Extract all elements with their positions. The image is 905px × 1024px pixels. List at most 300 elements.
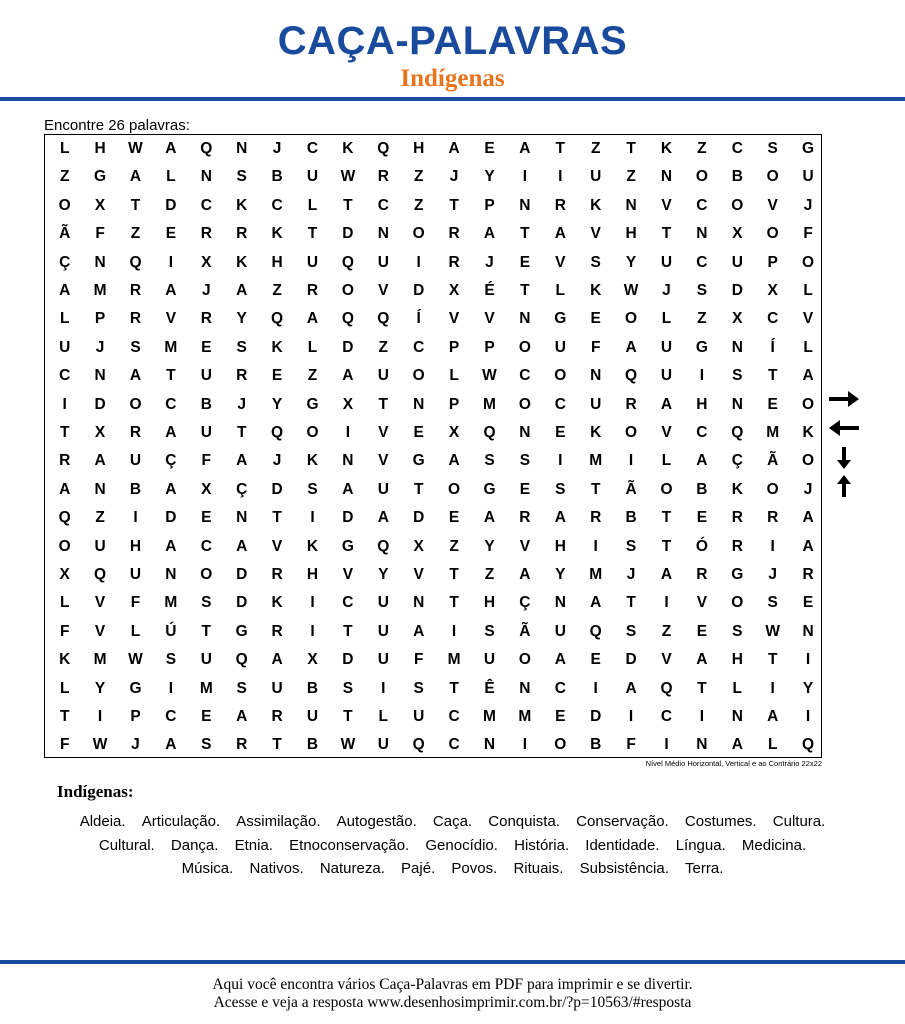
grid-letter: C — [200, 196, 212, 214]
grid-letter: H — [413, 140, 425, 157]
grid-letter: Q — [731, 424, 744, 441]
grid-letter: B — [696, 480, 708, 498]
grid-letter: Z — [95, 509, 105, 527]
grid-letter: Y — [236, 310, 247, 328]
grid-letter: A — [802, 537, 814, 555]
grid-letter: L — [59, 594, 70, 612]
grid-letter: S — [201, 594, 212, 612]
level-note: Nível Médio Horizontal, Vertical e ao Contrário 22x22 — [645, 759, 822, 768]
grid-letter: S — [590, 253, 601, 271]
grid-letter: Z — [484, 566, 495, 583]
grid-letter: A — [413, 622, 425, 640]
grid-letter: T — [166, 367, 176, 385]
grid-letter: O — [766, 168, 779, 186]
grid-letter: C — [767, 310, 779, 328]
grid-letter: G — [341, 537, 354, 555]
grid-letter: O — [802, 253, 815, 271]
grid-letter: K — [271, 338, 283, 356]
grid-letter: A — [554, 509, 566, 527]
grid-letter: A — [342, 480, 354, 498]
grid-letter: U — [129, 452, 142, 470]
grid-letter: T — [236, 424, 247, 441]
grid-letter: E — [590, 651, 601, 669]
grid-letter: E — [448, 509, 460, 527]
grid-letter: W — [340, 168, 356, 186]
word-list-item: Identidade. — [585, 836, 660, 854]
grid-letter: A — [165, 480, 177, 498]
grid-letter: K — [236, 196, 248, 214]
word-list-item: Autogestão. — [336, 813, 417, 830]
grid-letter: O — [412, 225, 425, 243]
grid-letter: Y — [271, 395, 283, 413]
grid-letter: T — [307, 225, 318, 243]
grid-letter: N — [342, 452, 354, 470]
grid-letter: N — [94, 253, 106, 271]
grid-letter: F — [201, 452, 212, 470]
grid-letter: A — [165, 424, 177, 441]
grid-letter: H — [129, 537, 142, 555]
grid-letter: W — [128, 140, 143, 157]
grid-letter: N — [519, 310, 531, 328]
grid-letter: D — [94, 395, 106, 413]
grid-letter: B — [129, 480, 142, 498]
grid-letter: L — [555, 282, 566, 299]
grid-letter: I — [770, 679, 775, 697]
grid-row — [45, 220, 821, 248]
grid-row — [45, 419, 821, 447]
grid-letter: M — [199, 679, 213, 697]
grid-letter: O — [802, 452, 815, 470]
grid-letter: E — [555, 708, 566, 725]
grid-letter: U — [377, 736, 389, 754]
grid-letter: A — [696, 651, 708, 669]
grid-letter: U — [554, 622, 566, 640]
word-list-item: Nativos. — [249, 860, 304, 877]
grid-letter: E — [271, 367, 283, 385]
grid-letter: D — [413, 282, 425, 299]
grid-letter: C — [554, 395, 566, 413]
grid-letter: R — [696, 566, 708, 583]
grid-letter: I — [593, 679, 598, 697]
grid-letter: H — [554, 537, 566, 555]
grid-row — [45, 447, 821, 475]
grid-letter: A — [483, 509, 496, 527]
grid-letter: V — [378, 282, 389, 299]
grid-row — [45, 675, 821, 703]
grid-letter: O — [731, 196, 744, 214]
grid-letter: E — [201, 509, 212, 527]
grid-letter: A — [306, 310, 319, 328]
grid-letter: W — [128, 651, 143, 669]
grid-letter: K — [731, 480, 743, 498]
word-list-item: Dança. — [170, 836, 219, 854]
grid-letter: C — [696, 196, 708, 214]
grid-letter: Ã — [519, 622, 531, 640]
grid-letter: K — [59, 651, 71, 669]
grid-letter: L — [661, 310, 672, 328]
grid-letter: R — [129, 282, 142, 299]
grid-letter: V — [661, 196, 672, 214]
grid-letter: R — [448, 253, 460, 271]
grid-letter: R — [200, 225, 212, 243]
grid-letter: I — [699, 367, 705, 385]
grid-letter: O — [129, 395, 142, 413]
grid-letter: V — [802, 310, 814, 328]
grid-letter: N — [590, 367, 602, 385]
grid-letter: Z — [413, 196, 424, 214]
grid-letter: J — [272, 452, 282, 470]
grid-letter: I — [558, 168, 563, 186]
grid-letter: C — [731, 140, 743, 157]
grid-letter: A — [625, 338, 637, 356]
grid-letter: V — [342, 566, 354, 583]
grid-letter: N — [200, 168, 212, 186]
grid-letter: A — [236, 452, 248, 470]
grid-letter: Z — [378, 338, 389, 356]
grid-letter: W — [623, 282, 639, 299]
grid-letter: B — [200, 395, 212, 413]
grid-letter: B — [590, 736, 602, 754]
grid-letter: K — [590, 282, 602, 299]
grid-letter: S — [165, 651, 177, 669]
grid-letter: N — [483, 736, 496, 754]
arrow-up-icon — [826, 474, 862, 498]
grid-letter: V — [555, 253, 566, 271]
grid-letter: W — [482, 367, 497, 385]
grid-letter: C — [554, 679, 566, 697]
arrow-left-icon — [826, 416, 862, 440]
grid-letter: P — [448, 338, 460, 356]
grid-letter: Z — [130, 225, 141, 243]
grid-letter: I — [558, 452, 563, 470]
grid-letter: L — [307, 196, 318, 214]
grid-letter: L — [803, 338, 813, 356]
word-list-item: Subsistência. — [579, 860, 669, 877]
grid-letter: N — [236, 140, 248, 157]
grid-letter: Z — [449, 537, 459, 555]
grid-letter: M — [164, 594, 178, 612]
grid-letter: V — [271, 537, 283, 555]
grid-letter: J — [449, 168, 459, 186]
grid-row — [45, 618, 821, 646]
grid-letter: V — [378, 452, 389, 470]
grid-letter: T — [449, 566, 459, 583]
grid-letter: Q — [625, 367, 638, 385]
word-list-item: História. — [514, 836, 570, 854]
grid-letter: U — [554, 338, 566, 356]
grid-row — [45, 589, 821, 617]
grid-letter: O — [448, 480, 461, 498]
grid-letter: H — [731, 651, 743, 669]
instruction-text: Encontre 26 palavras: — [44, 117, 190, 134]
grid-row — [45, 163, 821, 191]
grid-letter: R — [271, 708, 283, 725]
grid-letter: U — [377, 594, 389, 612]
grid-letter: Z — [697, 140, 707, 157]
grid-letter: F — [59, 736, 70, 754]
grid-letter: Z — [413, 168, 424, 186]
grid-letter: X — [94, 196, 106, 214]
grid-letter: S — [767, 594, 778, 612]
grid-letter: O — [200, 566, 213, 583]
word-list-item: Cultural. — [98, 836, 155, 854]
grid-row — [45, 504, 821, 532]
grid-letter: T — [449, 679, 459, 697]
grid-letter: Y — [555, 566, 566, 583]
grid-letter: I — [345, 424, 351, 441]
grid-letter: R — [448, 225, 460, 243]
grid-letter: T — [661, 537, 672, 555]
grid-letter: E — [165, 225, 177, 243]
grid-letter: K — [306, 537, 319, 555]
grid-letter: A — [342, 367, 354, 385]
grid-row — [45, 362, 821, 390]
word-list-item: Medicina. — [741, 836, 807, 854]
grid-letter: V — [94, 622, 106, 640]
grid-letter: T — [59, 424, 70, 441]
grid-letter: G — [483, 480, 496, 498]
grid-letter: U — [377, 480, 389, 498]
grid-letter: A — [377, 509, 389, 527]
grid-letter: I — [522, 736, 528, 754]
grid-letter: B — [731, 168, 743, 186]
grid-letter: P — [130, 708, 141, 725]
grid-letter: T — [520, 225, 530, 243]
grid-letter: I — [699, 708, 705, 725]
grid-letter: T — [272, 736, 282, 754]
grid-letter: Z — [590, 140, 601, 157]
grid-letter: S — [555, 480, 566, 498]
grid-letter: B — [306, 679, 319, 697]
grid-letter: C — [200, 537, 212, 555]
grid-letter: D — [342, 651, 354, 669]
grid-letter: X — [767, 282, 778, 299]
grid-letter: T — [555, 140, 566, 157]
grid-letter: S — [732, 367, 743, 385]
grid-letter: U — [306, 168, 319, 186]
grid-letter: Ó — [695, 537, 708, 555]
grid-letter: V — [590, 225, 601, 243]
grid-letter: U — [590, 395, 602, 413]
grid-letter: R — [129, 310, 142, 328]
page-subtitle: Indígenas — [400, 65, 505, 92]
grid-letter: G — [731, 566, 744, 583]
word-list-item: Povos. — [451, 860, 498, 877]
grid-letter: U — [377, 253, 389, 271]
grid-letter: D — [271, 480, 283, 498]
grid-letter: T — [767, 651, 778, 669]
grid-letter: B — [271, 168, 283, 186]
grid-letter: N — [731, 338, 743, 356]
grid-letter: L — [59, 140, 70, 157]
grid-letter: Q — [58, 509, 71, 527]
grid-letter: R — [271, 566, 283, 583]
grid-letter: Y — [802, 679, 814, 697]
grid-letter: Q — [235, 651, 248, 669]
grid-letter: E — [484, 140, 495, 157]
grid-letter: C — [271, 196, 283, 214]
grid-letter: D — [731, 282, 743, 299]
grid-letter: W — [340, 736, 356, 754]
grid-letter: R — [625, 395, 637, 413]
grid-letter: C — [165, 708, 177, 725]
grid-letter: M — [447, 651, 461, 669]
grid-letter: T — [449, 594, 459, 612]
grid-letter: M — [589, 566, 603, 583]
grid-row — [45, 277, 821, 305]
grid-letter: Q — [377, 537, 390, 555]
grid-letter: N — [696, 225, 708, 243]
grid-letter: C — [448, 708, 460, 725]
grid-letter: Ç — [519, 594, 531, 612]
grid-letter: J — [485, 253, 494, 271]
grid-letter: A — [802, 509, 814, 527]
grid-letter: X — [448, 424, 460, 441]
grid-letter: S — [307, 480, 318, 498]
grid-row — [45, 703, 821, 731]
grid-letter: T — [130, 196, 141, 214]
grid-letter: Y — [94, 679, 106, 697]
grid-row — [45, 731, 821, 759]
arrow-down-icon — [826, 446, 862, 470]
grid-letter: E — [201, 708, 212, 725]
grid-letter: Z — [59, 168, 70, 186]
top-divider — [0, 97, 905, 101]
grid-letter: I — [416, 253, 421, 271]
grid-letter: D — [342, 338, 354, 356]
grid-letter: D — [236, 566, 248, 583]
grid-letter: I — [664, 736, 669, 754]
grid-letter: Ã — [767, 452, 779, 470]
grid-letter: O — [518, 338, 531, 356]
grid-letter: O — [625, 424, 638, 441]
grid-letter: S — [236, 679, 247, 697]
word-list-item: Aldeia. — [79, 813, 126, 830]
grid-letter: J — [201, 282, 211, 299]
grid-letter: V — [378, 424, 389, 441]
grid-letter: U — [590, 168, 602, 186]
grid-letter: V — [661, 424, 672, 441]
grid-letter: Z — [626, 168, 636, 186]
grid-letter: C — [306, 140, 319, 157]
grid-letter: T — [378, 395, 389, 413]
grid-letter: O — [412, 367, 425, 385]
grid-letter: U — [483, 651, 496, 669]
grid-letter: U — [306, 253, 319, 271]
grid-letter: X — [307, 651, 318, 669]
grid-letter: P — [484, 196, 495, 214]
grid-letter: Ã — [59, 225, 71, 243]
grid-letter: V — [165, 310, 177, 328]
grid-letter: U — [377, 651, 389, 669]
word-list-item: Cultura. — [772, 813, 826, 830]
grid-letter: U — [271, 679, 283, 697]
grid-letter: N — [413, 594, 425, 612]
grid-letter: A — [236, 282, 248, 299]
grid-row — [45, 391, 821, 419]
grid-letter: A — [554, 225, 566, 243]
grid-letter: F — [130, 594, 141, 612]
grid-letter: D — [165, 196, 177, 214]
footer-line-1: Aqui você encontra vários Caça-Palavras em PDF para imprimir e se divertir. — [212, 976, 693, 993]
grid-letter: I — [97, 708, 103, 725]
grid-letter: S — [732, 622, 743, 640]
grid-letter: L — [166, 168, 176, 186]
grid-letter: U — [306, 708, 319, 725]
word-list — [70, 810, 835, 881]
grid-letter: T — [272, 509, 282, 527]
grid-letter: P — [484, 338, 495, 356]
grid-letter: N — [413, 395, 425, 413]
grid-letter: S — [625, 622, 637, 640]
grid-letter: M — [164, 338, 178, 356]
grid-letter: X — [342, 395, 354, 413]
grid-letter: A — [448, 452, 460, 470]
grid-letter: R — [767, 509, 779, 527]
grid-letter: J — [662, 282, 671, 299]
grid-letter: E — [590, 310, 601, 328]
grid-letter: G — [554, 310, 567, 328]
grid-letter: C — [519, 367, 531, 385]
grid-letter: A — [271, 651, 283, 669]
grid-letter: Q — [200, 140, 213, 157]
grid-letter: G — [129, 679, 142, 697]
grid-letter: G — [235, 622, 248, 640]
footer-line-2: Acesse e veja a resposta www.desenhosimprimir.com.br/?p=10563/#resposta — [213, 994, 692, 1011]
grid-letter: R — [802, 566, 814, 583]
grid-letter: Q — [802, 736, 815, 754]
grid-letter: H — [94, 140, 106, 157]
grid-letter: S — [696, 282, 708, 299]
grid-letter: R — [59, 452, 71, 470]
grid-letter: R — [731, 537, 743, 555]
grid-letter: Í — [770, 338, 775, 356]
grid-letter: K — [342, 140, 354, 157]
grid-letter: S — [413, 679, 424, 697]
grid-letter: O — [660, 480, 673, 498]
grid-letter: M — [483, 708, 496, 725]
grid-letter: M — [518, 708, 532, 725]
grid-letter: I — [133, 509, 138, 527]
grid-letter: P — [94, 310, 106, 328]
grid-letter: X — [732, 310, 743, 328]
grid-letter: O — [518, 395, 531, 413]
grid-letter: S — [236, 168, 247, 186]
grid-letter: E — [802, 594, 814, 612]
grid-letter: E — [201, 338, 212, 356]
grid-letter: A — [59, 480, 71, 498]
grid-letter: O — [625, 310, 638, 328]
grid-letter: O — [554, 736, 567, 754]
grid-letter: C — [696, 253, 708, 271]
word-list-item: Etnia. — [234, 836, 273, 854]
grid-letter: E — [767, 395, 778, 413]
word-list-item: Língua. — [675, 836, 726, 854]
grid-row — [45, 249, 821, 277]
grid-letter: U — [59, 338, 71, 356]
grid-letter: R — [519, 509, 531, 527]
grid-letter: C — [165, 395, 177, 413]
grid-letter: R — [554, 196, 566, 214]
grid-letter: U — [377, 622, 389, 640]
grid-letter: N — [554, 594, 566, 612]
grid-letter: T — [59, 708, 70, 725]
grid-letter: A — [519, 140, 531, 157]
grid-letter: C — [660, 708, 673, 725]
grid-letter: G — [306, 395, 319, 413]
grid-letter: A — [554, 651, 566, 669]
grid-letter: O — [731, 594, 744, 612]
